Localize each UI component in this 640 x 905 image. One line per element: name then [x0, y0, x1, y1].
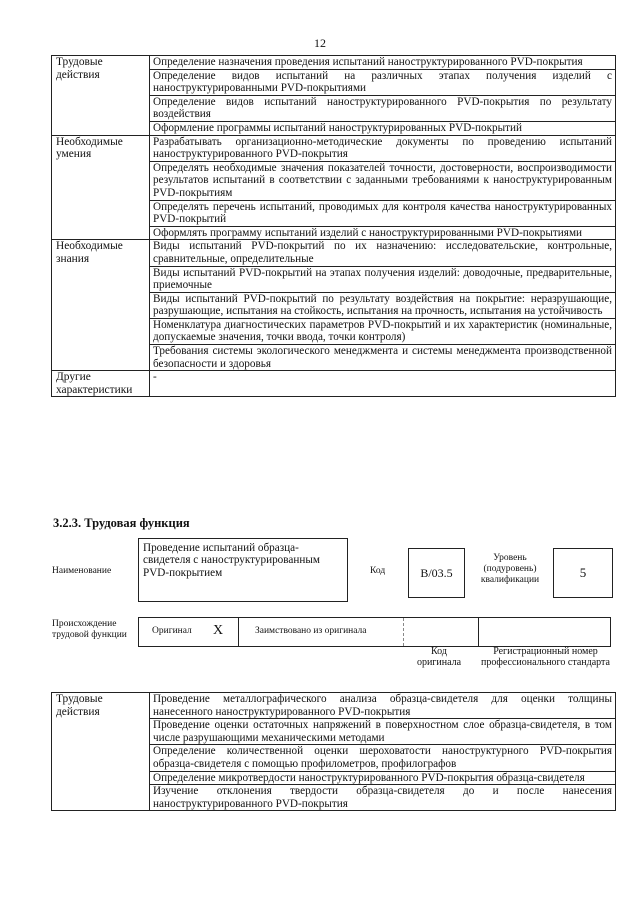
row-item: Изучение отклонения твердости образца-свидетеля до и после нанесения наноструктурированного PVD-покрытия	[150, 785, 616, 811]
row-label: Трудовые действия	[52, 693, 150, 811]
row-item: Требования системы экологического менеджмента и системы менеджмента производственной безопасности и здоровья	[150, 345, 616, 371]
origin-label: Происхождение трудовой функции	[52, 619, 127, 640]
row-item: Определять перечень испытаний, проводимых для контроля качества наноструктурированных PVD-покрытий	[150, 200, 616, 226]
origin-code-label: Код оригинала	[416, 646, 462, 668]
page-number: 12	[314, 36, 326, 50]
row-item: Оформление программы испытаний наноструктурированных PVD-покрытий	[150, 121, 616, 135]
code-label: Код	[370, 566, 386, 576]
row-item: Виды испытаний PVD-покрытий по результату воздействия на покрытие: неразрушающие, разрушающие, испытания на стойкость, испытания на прочность, испытания на устойчивость	[150, 292, 616, 318]
row-item: Определение назначения проведения испытаний наноструктурированного PVD-покрытия	[150, 56, 616, 70]
row-item: Оформлять программу испытаний изделий с наноструктурированными PVD-покрытиями	[150, 226, 616, 240]
row-item: Определение количественной оценки шероховатости наноструктурного PVD-покрытия образца-свидетеля с помощью профилометров, профилографов	[150, 745, 616, 771]
row-item: Определение видов испытаний наноструктурированного PVD-покрытия по результату воздействия	[150, 95, 616, 121]
row-label: Необходимые знания	[52, 240, 150, 371]
name-label: Наименование	[52, 566, 112, 576]
row-item: Разрабатывать организационно-методические документы по проведению испытаний наноструктурированного PVD-покрытия	[150, 135, 616, 161]
row-item: -	[150, 371, 616, 397]
labor-actions-table	[51, 692, 616, 811]
row-item: Номенклатура диагностических параметров PVD-покрытий и их характеристик (номинальные, допускаемые значения, точки ввода, точки контроля)	[150, 318, 616, 344]
table-row	[52, 135, 616, 161]
row-label: Другие характеристики	[52, 371, 150, 397]
reg-number-label: Регистрационный номер профессионального стандарта	[481, 646, 610, 668]
row-item: Виды испытаний PVD-покрытий по их назначению: исследовательские, контрольные, сравнительные, определительные	[150, 240, 616, 266]
table-row	[52, 371, 616, 397]
level-label: Уровень (подуровень) квалификации	[480, 553, 540, 585]
row-item: Проведение металлографического анализа образца-свидетеля для оценки толщины нанесенного наноструктурированного PVD-покрытия	[150, 693, 616, 719]
qualification-level-box: 5	[553, 548, 613, 598]
table-row	[52, 693, 616, 719]
function-code-box: В/03.5	[408, 548, 465, 598]
row-label: Трудовые действия	[52, 56, 150, 136]
row-item: Определять необходимые значения показателей точности, достоверности, воспроизводимости результатов испытаний в соответствии с заданными требованиями к наноструктурированным PVD-покрытиям	[150, 161, 616, 200]
function-name-box: Проведение испытаний образца-свидетеля с наноструктурированным PVD-покрытием	[138, 538, 348, 602]
table-row	[52, 56, 616, 70]
competency-table	[51, 55, 616, 397]
row-item: Определение микротвердости наноструктурированного PVD-покрытия образца-свидетеля	[150, 771, 616, 785]
table-row	[52, 240, 616, 266]
original-checkmark: X	[213, 623, 224, 638]
row-item: Виды испытаний PVD-покрытий на этапах получения изделий: доводочные, предварительные, приемочные	[150, 266, 616, 292]
section-title: 3.2.3. Трудовая функция	[53, 516, 190, 530]
row-item: Проведение оценки остаточных напряжений в поверхностном слое образца-свидетеля, в том числе разрушающими механическими методами	[150, 719, 616, 745]
origin-row	[138, 617, 611, 647]
row-label: Необходимые умения	[52, 135, 150, 240]
borrowed-label: Заимствовано из оригинала	[255, 626, 367, 636]
row-item: Определение видов испытаний на различных этапах получения изделий с наноструктурированными PVD-покрытиями	[150, 69, 616, 95]
original-label: Оригинал	[152, 626, 192, 636]
